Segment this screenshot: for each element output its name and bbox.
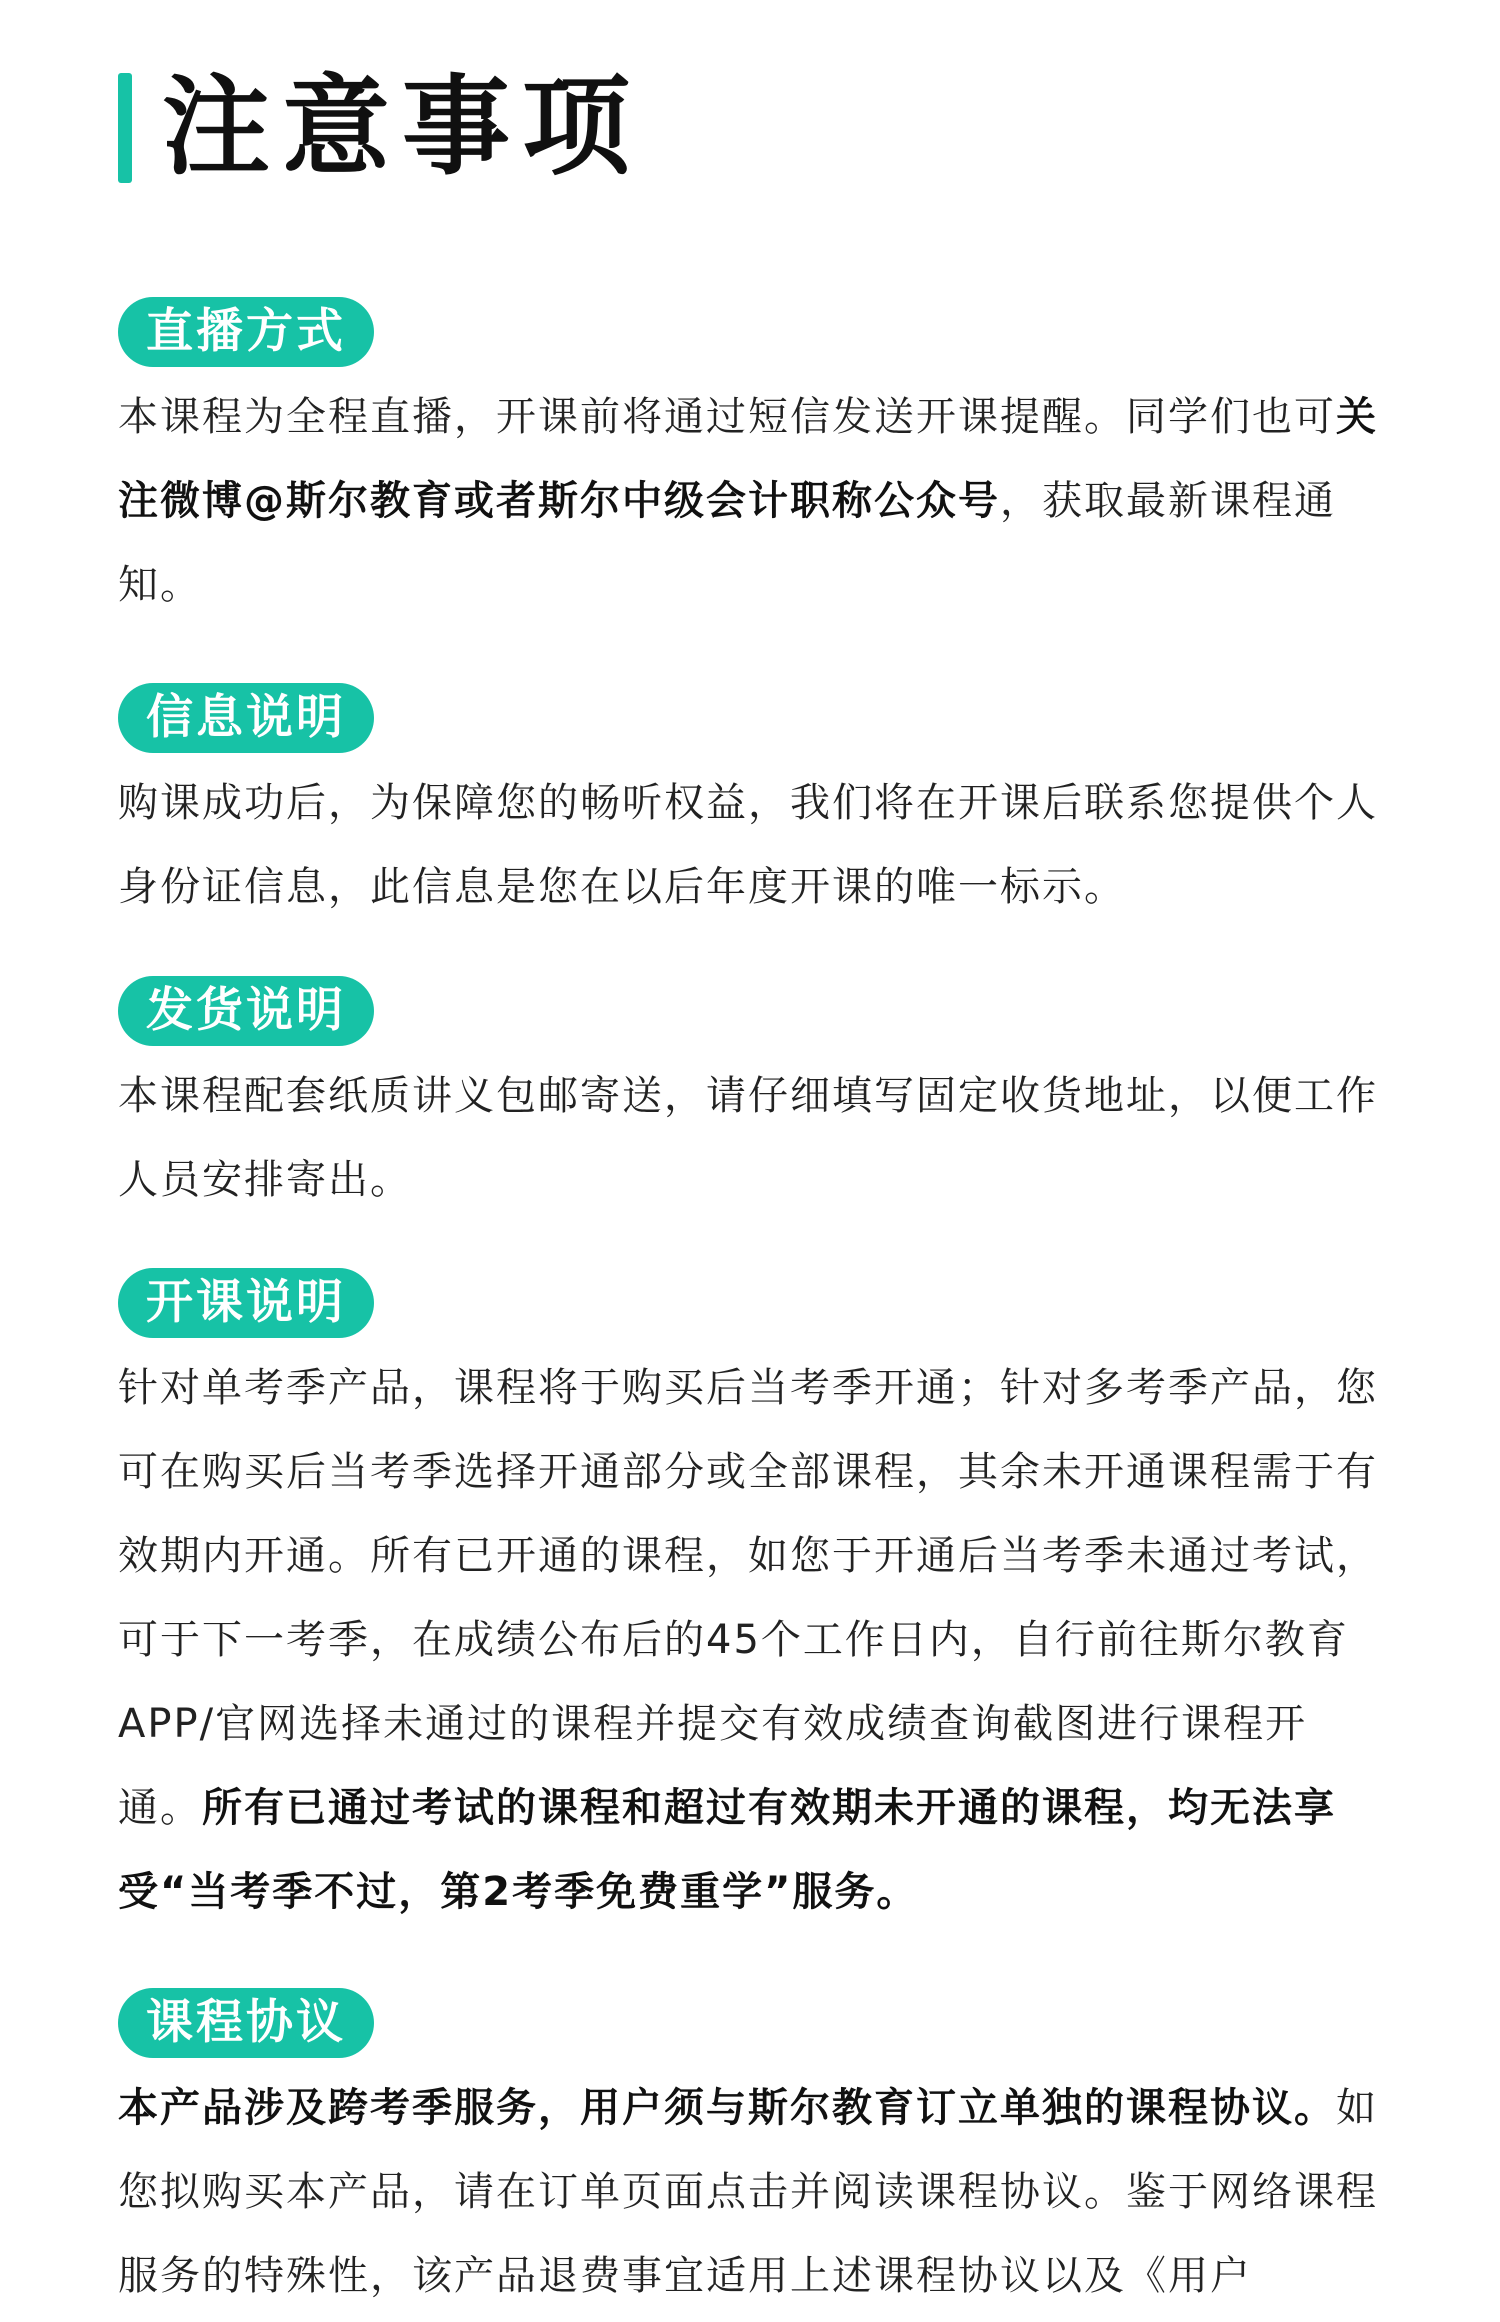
page-title: 注意事项 [162,65,643,190]
section-agreement [118,1988,1380,2318]
section-label-live-mode: 直播方式 [118,297,374,367]
section-text-live-mode [118,375,1380,627]
heading-accent-bar [118,73,132,183]
agreement-text-highlight: 本产品涉及跨考季服务，用户须与斯尔教育订立单独的课程协议。 [118,2085,1336,2131]
agreement-text: 如您拟购买本产品，请在订单页面点击并阅读课程协议。鉴于网络课程服务的特殊性，该产品退费事宜适用上述课程协议以及《用户 [118,2085,1378,2299]
course-opening-text-highlight: 所有已通过考试的课程和超过有效期未开通的课程，均无法享受“当考季不过，第2考季免费重学”服务。 [118,1785,1336,1915]
section-course-opening [118,1268,1380,1934]
section-live-mode [118,297,1380,627]
page-heading [118,65,643,190]
section-text-agreement [118,2066,1380,2318]
live-mode-text-start: 本课程为全程直播，开课前将通过短信发送开课提醒。同学们也可 [118,394,1336,440]
section-label-agreement: 课程协议 [118,1988,374,2058]
section-text-course-opening [118,1346,1380,1934]
course-opening-text: 针对单考季产品，课程将于购买后当考季开通；针对多考季产品，您可在购买后当考季选择开通部分或全部课程，其余未开通课程需于有效期内开通。所有已开通的课程，如您于开通后当考季未通过考试，可于下一考季，在成绩公布后的45个工作日内，自行前往斯尔教育APP/官网选择未通过的课程并提交有效成绩查询截图进行课程开通。 [118,1365,1378,1831]
section-shipping [118,976,1380,1222]
section-info [118,683,1380,929]
section-label-shipping: 发货说明 [118,976,374,1046]
section-label-course-opening: 开课说明 [118,1268,374,1338]
section-label-info: 信息说明 [118,683,374,753]
section-text-info: 购课成功后，为保障您的畅听权益，我们将在开课后联系您提供个人身份证信息，此信息是您在以后年度开课的唯一标示。 [118,780,1378,910]
live-mode-text-highlight: 关注微博@斯尔教育或者斯尔中级会计职称公众号 [118,394,1378,524]
live-mode-text-end: ，获取最新课程通知。 [118,478,1336,608]
section-text-shipping: 本课程配套纸质讲义包邮寄送，请仔细填写固定收货地址，以便工作人员安排寄出。 [118,1073,1378,1203]
